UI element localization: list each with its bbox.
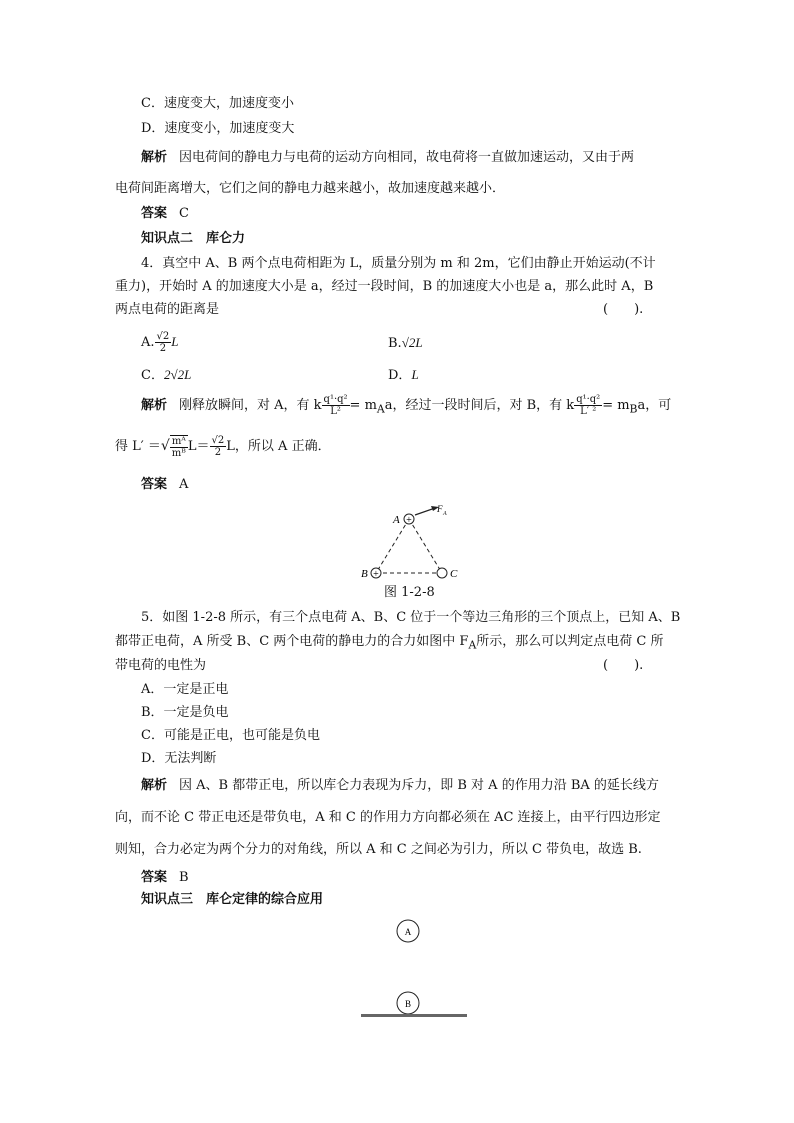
fraction-numerator: q¹·q² xyxy=(576,394,601,405)
q5-option-d: D．无法判断 xyxy=(141,751,217,766)
subscript: A xyxy=(468,638,477,652)
q5-stem-line2 xyxy=(115,633,664,655)
q4-option-d xyxy=(388,366,419,385)
label-force: F xyxy=(437,504,443,514)
charge-a-sign: + xyxy=(406,515,412,526)
charge-b-sign: + xyxy=(373,569,379,580)
section-title-2: 知识点二 库仑力 xyxy=(141,231,246,246)
stem-text: 所示，那么可以判定点电荷 C 所 xyxy=(476,634,664,649)
fraction-numerator: √2 xyxy=(211,435,225,446)
analysis-fraction-1 xyxy=(322,394,350,417)
analysis-sqrt-fraction xyxy=(170,435,188,459)
label-a: A xyxy=(393,514,400,526)
q5-option-c: C．可能是正电，也可能是负电 xyxy=(141,728,320,743)
option-a-fraction xyxy=(155,331,172,354)
analysis-text: = m xyxy=(349,398,377,413)
answer-label: 答案 xyxy=(141,206,168,221)
q3-option-c: C．速度变大，加速度变小 xyxy=(141,96,294,111)
option-a-tail: L xyxy=(171,334,179,349)
label-b: B xyxy=(361,568,368,580)
q5-stem-line3: 带电荷的电性为 xyxy=(115,658,207,673)
option-b-text: √2L xyxy=(401,335,423,350)
q4-analysis-line2 xyxy=(115,432,331,461)
sqrt-sign: √ xyxy=(160,438,170,454)
option-a-label: A. xyxy=(141,335,155,350)
fraction-denominator: 2 xyxy=(214,447,222,458)
q4-stem-line3: 两点电荷的距离是 xyxy=(115,302,220,317)
ground-plate xyxy=(361,1014,467,1017)
option-c-label: C． xyxy=(141,368,164,383)
q5-answer-paren: ( ). xyxy=(603,658,644,673)
analysis-text: 因电荷间的静电力与电荷的运动方向相同，故电荷将一直做加速运动，又由于两 xyxy=(179,150,635,165)
analysis-text: 刚释放瞬间，对 A，有 k xyxy=(179,398,322,413)
q5-answer xyxy=(141,869,189,887)
answer-value: A xyxy=(179,477,189,492)
q5-analysis-line3: 则知，合力必定为两个分力的对角线，所以 A 和 C 之间必为引力，所以 C 带负电，故选 B. xyxy=(115,842,642,857)
q5-option-a: A．一定是正电 xyxy=(141,682,229,697)
q5-stem-line1: 5．如图 1-2-8 所示，有三个点电荷 A、B、C 位于一个等边三角形的三个顶点上，已知 A、B xyxy=(141,610,681,625)
option-b-label: B. xyxy=(388,336,402,351)
option-d-text: L xyxy=(411,367,419,382)
option-d-label: D． xyxy=(388,368,412,383)
edge-ac xyxy=(409,519,442,573)
charge-c xyxy=(437,568,447,578)
analysis-text: a，可 xyxy=(637,398,672,413)
q4-analysis-line1 xyxy=(141,392,671,424)
q4-option-c xyxy=(141,366,191,385)
answer-label: 答案 xyxy=(141,870,168,885)
edge-ab xyxy=(376,519,409,573)
analysis-label: 解析 xyxy=(141,778,168,793)
analysis-text: 因 A、B 都带正电，所以库仑力表现为斥力，即 B 对 A 的作用力沿 BA 的延长线方 xyxy=(179,778,659,793)
q3-analysis-line1 xyxy=(141,149,634,167)
q4-option-a xyxy=(141,330,179,355)
analysis-text: 得 L′ ＝ xyxy=(115,439,161,454)
q4-answer-paren: ( ). xyxy=(603,302,644,317)
analysis-text: a，经过一段时间后，对 B，有 k xyxy=(384,398,575,413)
answer-label: 答案 xyxy=(141,477,168,492)
answer-value: C xyxy=(179,206,189,221)
fraction-denominator: mᴮ xyxy=(171,447,186,459)
subscript: A xyxy=(376,402,385,416)
analysis-label: 解析 xyxy=(141,398,168,413)
q5-analysis-line2: 向，而不论 C 带正电还是带负电，A 和 C 的作用力方向都必须在 AC 连接上，由平行四边形定 xyxy=(115,810,661,825)
q4-answer xyxy=(141,476,188,494)
fraction-denominator: L² xyxy=(330,406,341,417)
sphere-a-label: A xyxy=(404,927,412,937)
q4-stem-line1: 4．真空中 A、B 两个点电荷相距为 L，质量分别为 m 和 2m，它们由静止开始运动(不计 xyxy=(141,256,656,271)
fraction-denominator: L′ ² xyxy=(580,406,597,417)
q5-analysis-line1 xyxy=(141,777,659,795)
force-arrow xyxy=(415,508,435,515)
q3-answer xyxy=(141,205,189,223)
option-c-text: 2√2L xyxy=(163,367,192,382)
analysis-fraction-2 xyxy=(574,394,602,417)
section-title-3: 知识点三 库仑定律的综合应用 xyxy=(141,892,324,907)
label-c: C xyxy=(450,568,458,580)
sphere-b-label: B xyxy=(404,999,412,1009)
fraction-numerator: √2 xyxy=(156,331,170,342)
fraction-numerator: q¹·q² xyxy=(323,394,348,405)
spheres-figure xyxy=(355,915,475,1025)
q5-option-b: B．一定是负电 xyxy=(141,705,229,720)
figure-caption: 图 1-2-8 xyxy=(384,585,435,600)
analysis-fraction-3 xyxy=(210,435,227,458)
q3-analysis-line2: 电荷间距离增大，它们之间的静电力越来越小，故加速度越来越小． xyxy=(115,181,506,196)
label-force-sub: A xyxy=(443,511,447,517)
stem-text: 都带正电荷，A 所受 B、C 两个电荷的静电力的合力如图中 F xyxy=(115,634,469,649)
analysis-text: L，所以 A 正确． xyxy=(226,439,331,454)
fraction-denominator: 2 xyxy=(159,343,167,354)
q4-stem-line2: 重力)，开始时 A 的加速度大小是 a，经过一段时间，B 的加速度大小也是 a，那么此时 A，B xyxy=(115,279,654,294)
q3-option-d: D．速度变小，加速度变大 xyxy=(141,121,295,136)
answer-value: B xyxy=(179,870,189,885)
analysis-text: = m xyxy=(602,398,630,413)
subscript: B xyxy=(629,402,638,416)
q4-option-b xyxy=(388,334,423,353)
fraction-numerator: mᴬ xyxy=(170,436,188,448)
analysis-text: L＝ xyxy=(187,439,210,454)
analysis-label: 解析 xyxy=(141,150,168,165)
